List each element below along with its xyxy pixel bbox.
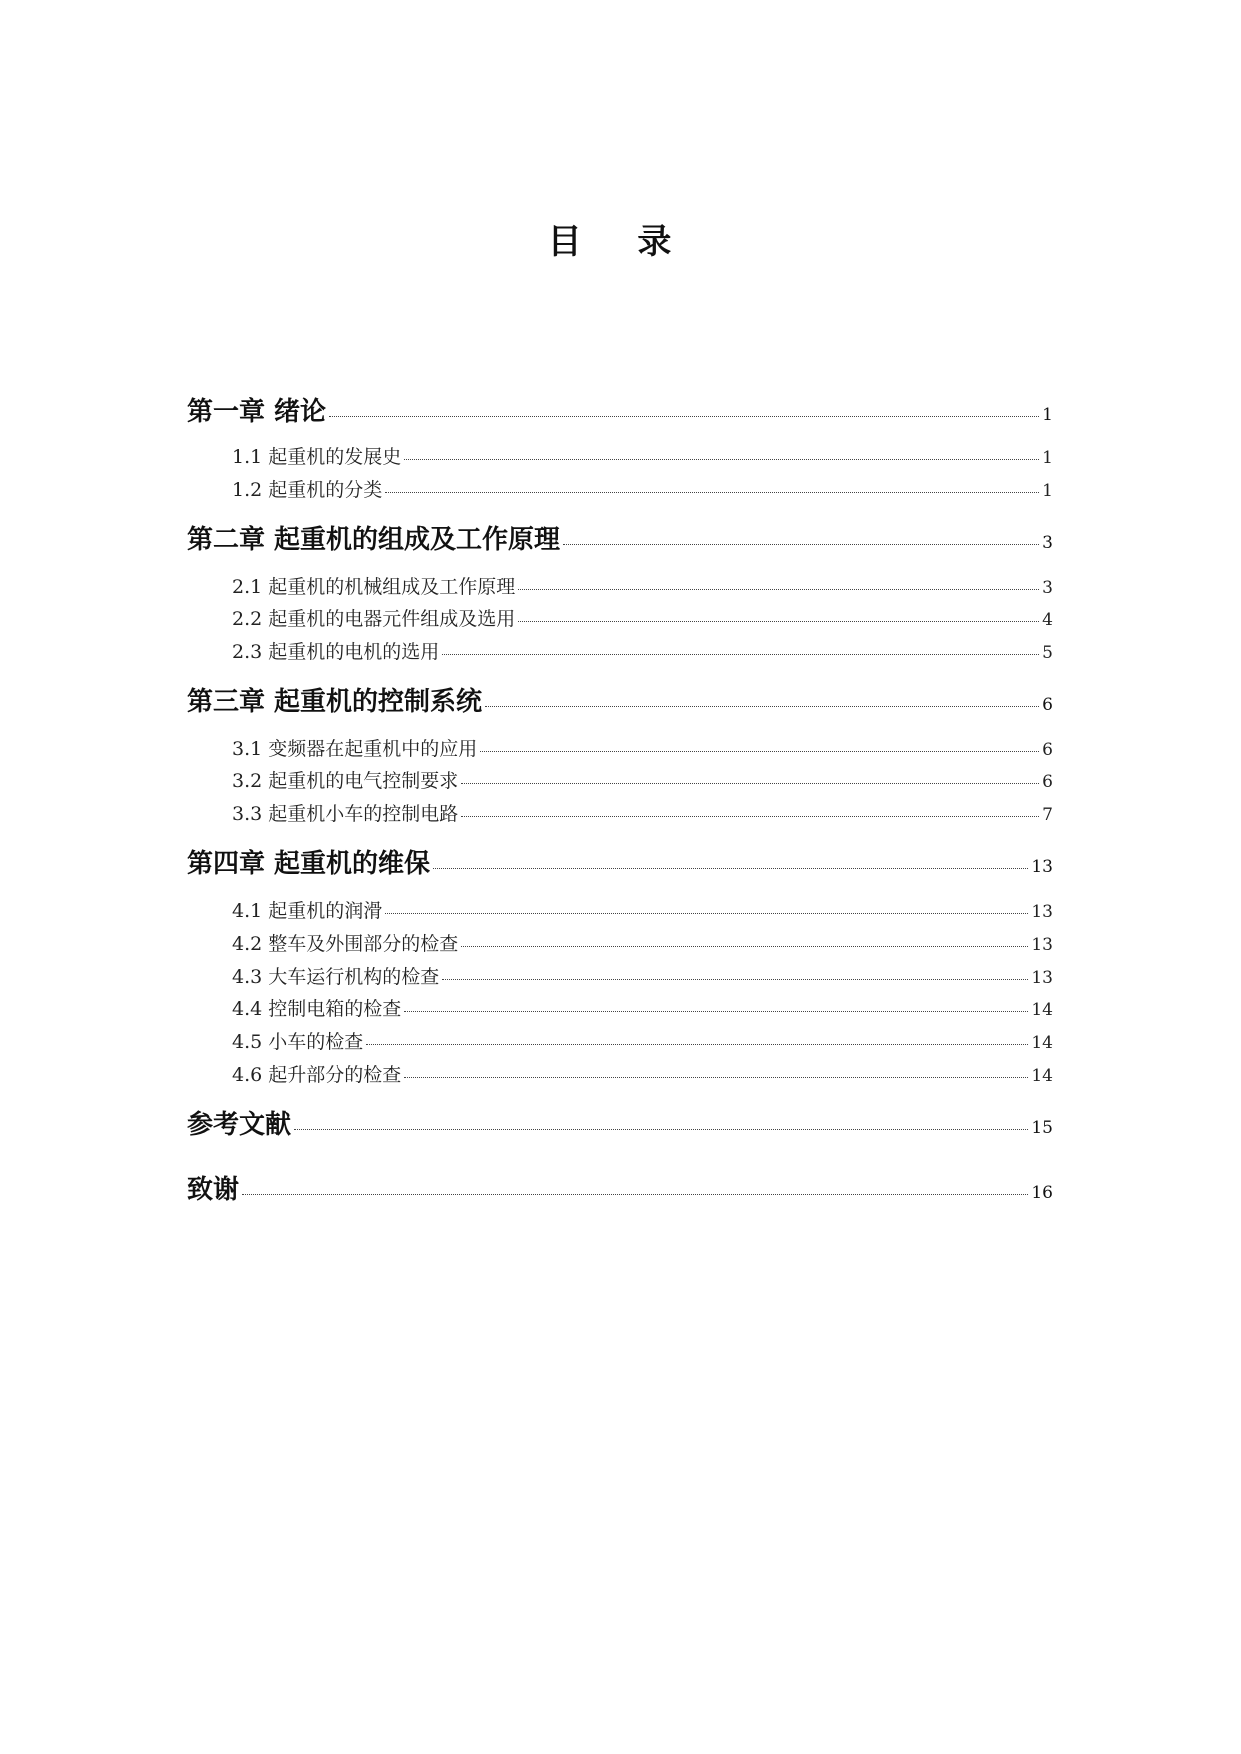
toc-section-4-2[interactable] [232,931,1053,957]
dot-leader [404,1077,1028,1078]
toc-chapter-2[interactable] [187,522,1053,558]
toc-page-number: 14 [1031,1033,1053,1053]
dot-leader [366,1044,1028,1045]
toc-page-number: 1 [1042,405,1053,425]
toc-page-number: 6 [1042,695,1053,715]
toc-section-4-1[interactable] [232,898,1053,924]
toc-page-number: 15 [1031,1118,1053,1138]
toc-entry-label: 3.1 变频器在起重机中的应用 [232,738,478,760]
dot-leader [433,868,1028,869]
toc-section-3-3[interactable] [232,801,1053,827]
dot-leader [385,492,1039,493]
toc-section-4-4[interactable] [232,996,1053,1022]
toc-entry-label: 4.2 整车及外围部分的检查 [232,933,459,955]
toc-section-2-3[interactable] [232,639,1053,665]
toc-acknowledgements[interactable] [187,1172,1053,1208]
toc-page-number: 1 [1042,481,1053,501]
toc-page-number: 3 [1042,533,1053,553]
toc-page-number: 5 [1042,643,1053,663]
page-title: 目 录 [547,222,694,262]
toc-section-4-5[interactable] [232,1029,1053,1055]
toc-entry-label: 3.3 起重机小车的控制电路 [232,803,459,825]
dot-leader [442,654,1039,655]
dot-leader [485,706,1039,707]
toc-entry-label: 2.1 起重机的机械组成及工作原理 [232,576,516,598]
toc-page-number: 14 [1031,1066,1053,1086]
toc-page-number: 7 [1042,805,1053,825]
toc-entry-label: 4.6 起升部分的检查 [232,1064,402,1086]
toc-entry-label: 第二章 起重机的组成及工作原理 [187,525,561,555]
dot-leader [461,816,1039,817]
dot-leader [518,589,1039,590]
toc-page-number: 3 [1042,578,1053,598]
toc-chapter-3[interactable] [187,684,1053,720]
toc-entry-label: 第三章 起重机的控制系统 [187,687,483,717]
toc-section-4-3[interactable] [232,964,1053,990]
toc-page-number: 13 [1031,902,1053,922]
dot-leader [518,621,1039,622]
toc-section-2-1[interactable] [232,574,1053,600]
toc-entry-label: 4.4 控制电箱的检查 [232,998,402,1020]
toc-page-number: 13 [1031,857,1053,877]
toc-section-1-1[interactable] [232,444,1053,470]
toc-entry-label: 4.3 大车运行机构的检查 [232,966,440,988]
toc-references[interactable] [187,1107,1053,1143]
toc-entry-label: 第一章 绪论 [187,397,327,427]
dot-leader [461,783,1039,784]
dot-leader [563,544,1039,545]
dot-leader [404,1011,1028,1012]
toc-page-number: 6 [1042,772,1053,792]
toc-entry-label: 4.1 起重机的润滑 [232,900,383,922]
toc-chapter-4[interactable] [187,846,1053,882]
dot-leader [329,416,1039,417]
toc-section-2-2[interactable] [232,606,1053,632]
dot-leader [242,1194,1028,1195]
toc-entry-label: 1.1 起重机的发展史 [232,446,402,468]
toc-chapter-1[interactable] [187,394,1053,430]
toc-section-3-2[interactable] [232,768,1053,794]
dot-leader [404,459,1039,460]
dot-leader [294,1129,1028,1130]
toc-page-number: 14 [1031,1000,1053,1020]
toc-entry-label: 2.2 起重机的电器元件组成及选用 [232,608,516,630]
toc-entry-label: 3.2 起重机的电气控制要求 [232,770,459,792]
toc-page-number: 1 [1042,448,1053,468]
toc-section-1-2[interactable] [232,477,1053,503]
toc-page-number: 6 [1042,740,1053,760]
toc-entry-label: 2.3 起重机的电机的选用 [232,641,440,663]
toc-page-number: 13 [1031,935,1053,955]
toc-entry-label: 第四章 起重机的维保 [187,849,431,879]
toc-page-number: 16 [1031,1183,1053,1203]
toc-entry-label: 1.2 起重机的分类 [232,479,383,501]
toc-section-4-6[interactable] [232,1062,1053,1088]
toc-entry-label: 致谢 [187,1175,240,1205]
toc-entry-label: 参考文献 [187,1110,292,1140]
toc-page-number: 13 [1031,968,1053,988]
toc-entry-label: 4.5 小车的检查 [232,1031,364,1053]
toc-page-number: 4 [1042,610,1053,630]
dot-leader [442,979,1028,980]
dot-leader [461,946,1028,947]
toc-section-3-1[interactable] [232,736,1053,762]
dot-leader [385,913,1028,914]
dot-leader [480,751,1039,752]
